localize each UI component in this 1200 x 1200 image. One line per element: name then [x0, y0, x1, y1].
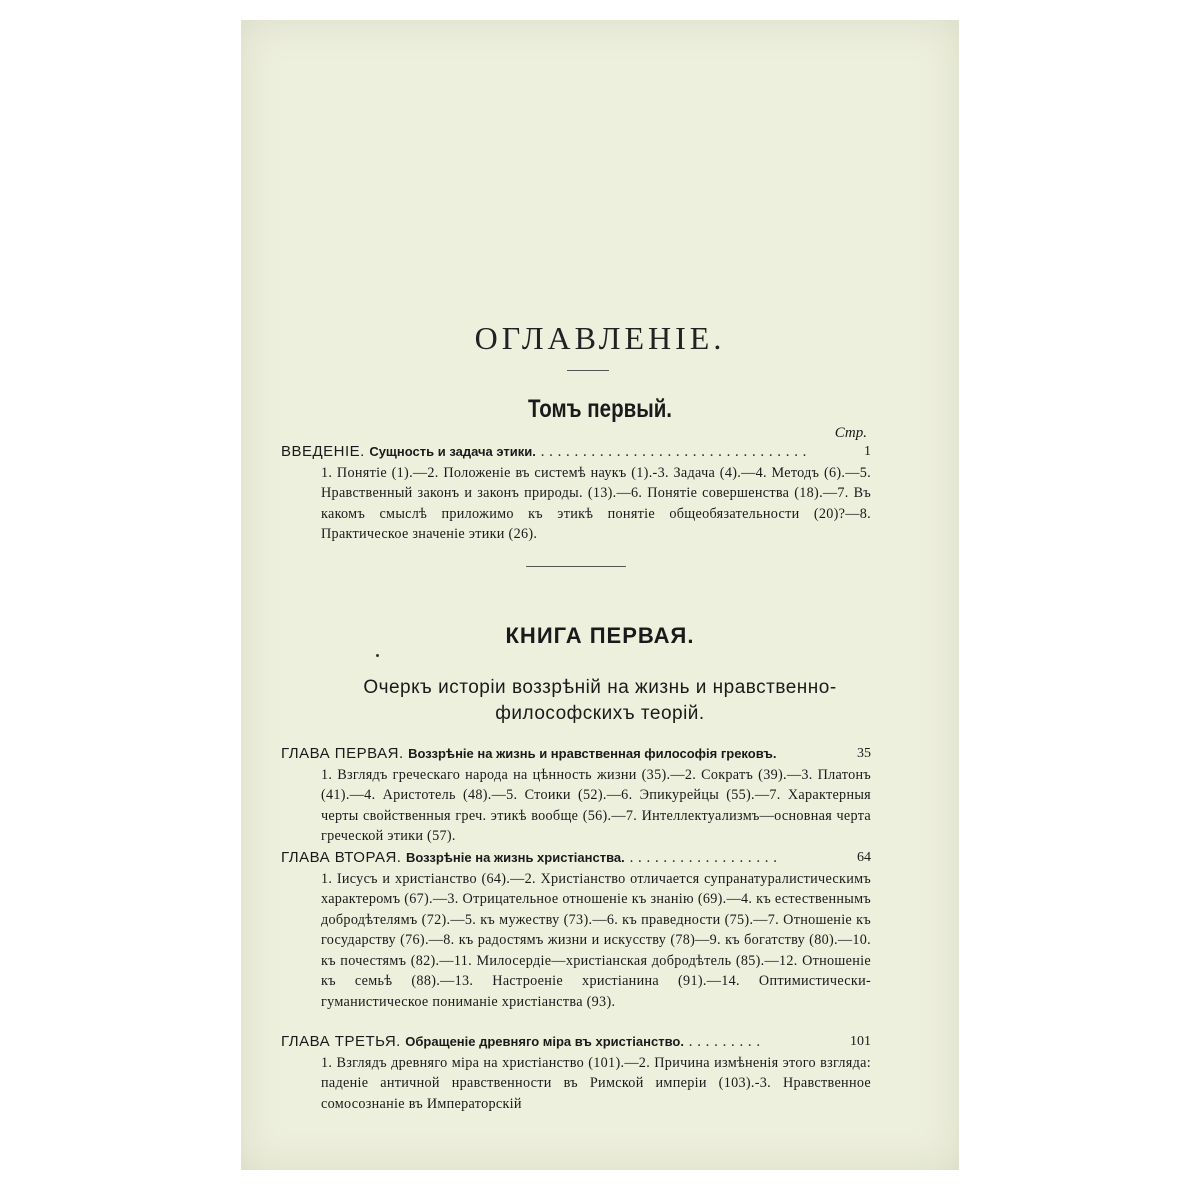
toc-entry-intro — [281, 442, 871, 545]
book-page — [241, 20, 959, 1170]
toc-entry-chapter-2 — [281, 848, 871, 1012]
entry-page-number: 35 — [857, 746, 871, 761]
entry-heading — [281, 744, 871, 765]
book-subtitle-line-2: философскихъ теорій. — [495, 703, 705, 724]
entry-title: Сущность и задача этики. — [369, 444, 536, 459]
entry-heading — [281, 848, 871, 869]
title-divider — [567, 370, 609, 371]
entry-label: ВВЕДЕНІЕ. — [281, 443, 365, 460]
section-divider — [526, 566, 626, 567]
entry-heading — [281, 442, 871, 463]
entry-label: ГЛАВА ТРЕТЬЯ. — [281, 1033, 401, 1050]
entry-title: Обращеніе древняго міра въ христіанство. — [405, 1034, 684, 1049]
book-heading: КНИГА ПЕРВАЯ. — [505, 623, 695, 648]
leader-dots: ................................ — [540, 444, 811, 460]
page-title: ОГЛАВЛЕНІЕ. — [474, 320, 726, 356]
toc-entry-chapter-3 — [281, 1032, 871, 1114]
entry-contents: 1. Понятіе (1).—2. Положеніе въ системѣ наукъ (1).-3. Задача (4).—4. Методъ (6).—5. Нравственный законъ и законъ природы. (13).—6. Понятіе совершенства (18).—7. Въ какомъ смыслѣ приложимо къ этикѣ понятіе общеобязательности (20)?—8. Практическое значеніе этики (26). — [321, 464, 871, 542]
ink-speck — [376, 654, 379, 657]
book-subtitle — [241, 675, 959, 727]
entry-contents: 1. Іисусъ и христіанство (64).—2. Христіанство отличается супранатуралистическимъ характеромъ (67).—3. Отрицательное отношеніе къ знанію (69).—4. къ естественнымъ добродѣтелямъ (72).—5. къ мужеству (73).—6. къ праведности (75).—7. Отношеніе къ государству (76).—8. къ радостямъ жизни и искусству (78)—9. къ богатству (80).—10. къ почестямъ (82).—11. Милосердіе—христіанская добродѣтель (85).—12. Отношеніе къ семьѣ (88).—13. Настроеніе христіанина (91).—14. Оптимистически-гуманистическое пониманіе христіанства (93). — [321, 870, 871, 1010]
entry-page-number: 64 — [857, 850, 871, 865]
entry-label: ГЛАВА ПЕРВАЯ. — [281, 745, 404, 762]
volume-heading: Томъ первый. — [527, 395, 673, 423]
entry-page-number: 1 — [864, 444, 871, 459]
page-column-label: Стр. — [834, 425, 867, 441]
entry-contents: 1. Взглядъ древняго міра на христіанство (101).—2. Причина измѣненія этого взгляда: паденіе античной нравственности въ Римской имперіи (103).-3. Нравственное сомосознаніе въ Императорскій — [321, 1054, 871, 1112]
entry-heading — [281, 1032, 871, 1053]
leader-dots: ......... — [688, 1034, 765, 1050]
entry-label: ГЛАВА ВТОРАЯ. — [281, 849, 402, 866]
leader-dots: .................. — [629, 850, 782, 866]
entry-title: Воззрѣніе на жизнь и нравственная философія грековъ. — [408, 746, 777, 761]
entry-title: Воззрѣніе на жизнь христіанства. — [405, 850, 625, 865]
book-subtitle-line-1: Очеркъ исторіи воззрѣній на жизнь и нравственно- — [363, 677, 837, 698]
toc-entry-chapter-1 — [281, 744, 871, 847]
entry-contents: 1. Взглядъ греческаго народа на цѣнность жизни (35).—2. Сократъ (39).—3. Платонъ (41).—4. Аристотель (48).—5. Стоики (52).—6. Эпикурейцы (55).—7. Характерныя черты свойственныя греч. этикѣ вообще (56).—7. Интеллектуализмъ—основная черта греческой этики (57). — [321, 766, 871, 844]
entry-page-number: 101 — [850, 1034, 871, 1049]
